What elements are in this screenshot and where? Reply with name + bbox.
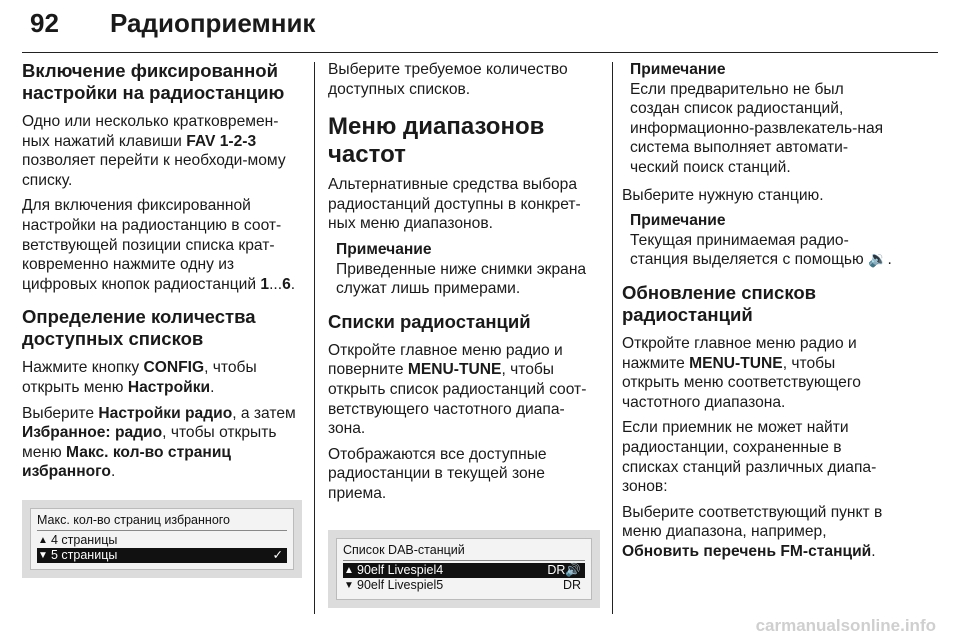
note-title: Примечание — [630, 61, 726, 78]
arrow-down-icon: ▼ — [38, 549, 48, 561]
screen-title: Макс. кол-во страниц избранного — [37, 513, 287, 531]
note-title: Примечание — [630, 212, 726, 230]
station-status: DR🔊 — [547, 562, 581, 577]
checkmark-icon: ✓ — [272, 547, 283, 562]
arrow-up-icon: ▲ — [38, 534, 48, 546]
station-status: DR — [562, 577, 581, 592]
note — [336, 240, 600, 299]
column-divider — [314, 62, 315, 614]
section-heading: Меню диапазонов частот — [328, 113, 545, 169]
column-2 — [328, 60, 600, 608]
paragraph: Выберите нужную станцию. — [622, 186, 824, 204]
column-1 — [22, 60, 302, 578]
section-heading: Обновление списков радиостанций — [622, 281, 817, 325]
arrow-down-icon: ▼ — [344, 579, 354, 591]
arrow-up-icon: ▲ — [344, 564, 354, 576]
screen-list-item-selected: ▲ 90elf Livespiel4 DR🔊 — [343, 563, 585, 578]
screen-title: Список DAB-станций — [343, 543, 585, 561]
screen-panel — [30, 508, 294, 570]
paragraph: Одно или несколько кратковремен-ных нажатий клавиши FAV 1-2-3 позволяет перейти к необходи-мому списку. — [22, 113, 286, 189]
paragraph: Для включения фиксированной настройки на радиостанцию в соот-ветствующей позиции списка крат-ковременно нажмите одну из цифровых кнопок радиостанций 1...6. — [22, 197, 296, 293]
section-heading: Определение количества доступных списков — [22, 306, 256, 350]
paragraph: Отображаются все доступные радиостанции в текущей зоне приема. — [328, 445, 547, 502]
paragraph: Выберите соответствующий пункт в меню диапазона, например, Обновить перечень FM-станций. — [622, 503, 883, 560]
page-header — [22, 0, 938, 53]
note — [630, 60, 892, 178]
note — [630, 211, 892, 270]
screen-list-item: ▲ 4 страницы — [38, 532, 118, 547]
paragraph: Выберите Настройки радио, а затем Избранное: радио, чтобы открыть меню Макс. кол-во страниц избранного. — [22, 404, 296, 481]
screen-panel — [336, 538, 592, 600]
screenshot-favourites-pages — [22, 500, 302, 578]
page-title: Радиоприемник — [110, 8, 316, 38]
section-heading: Включение фиксированной настройки на радиостанцию — [22, 60, 285, 103]
note-text: Текущая принимаемая радио-станция выделяется с помощью 🔉. — [630, 231, 892, 269]
watermark: carmanualsonline.info — [755, 616, 936, 635]
paragraph: Альтернативные средства выбора радиостанций доступны в конкрет-ных меню диапазонов. — [328, 176, 581, 233]
column-3 — [622, 60, 892, 567]
column-divider — [612, 62, 613, 614]
paragraph: Откройте главное меню радио и нажмите MENU-TUNE, чтобы открыть меню соответствующего частотного диапазона. — [622, 334, 861, 411]
section-heading: Списки радиостанций — [328, 310, 531, 332]
screen-list-item-selected: ▼ 5 страницы ✓ — [37, 548, 287, 563]
note-text: Если предварительно не был создан список радиостанций, информационно-развлекатель-ная система выполняет автомати-ческий поиск станций. — [630, 80, 884, 176]
page-number: 92 — [30, 8, 59, 38]
screen-list-item: ▼ 90elf Livespiel5 DR — [344, 577, 581, 592]
screenshot-dab-list — [328, 530, 600, 608]
note-title: Примечание — [336, 240, 432, 258]
paragraph: Если приемник не может найти радиостанции, сохраненные в списках станций различных диапа-зонов: — [622, 419, 877, 496]
paragraph: Откройте главное меню радио и поверните MENU-TUNE, чтобы открыть список радиостанций соот-ветствующего частотного диапа-зона. — [328, 341, 587, 438]
paragraph: Выберите требуемое количество доступных списков. — [328, 61, 568, 98]
paragraph: Нажмите кнопку CONFIG, чтобы открыть меню Настройки. — [22, 359, 257, 396]
note-text: Приведенные ниже снимки экрана служат лишь примерами. — [336, 260, 587, 298]
